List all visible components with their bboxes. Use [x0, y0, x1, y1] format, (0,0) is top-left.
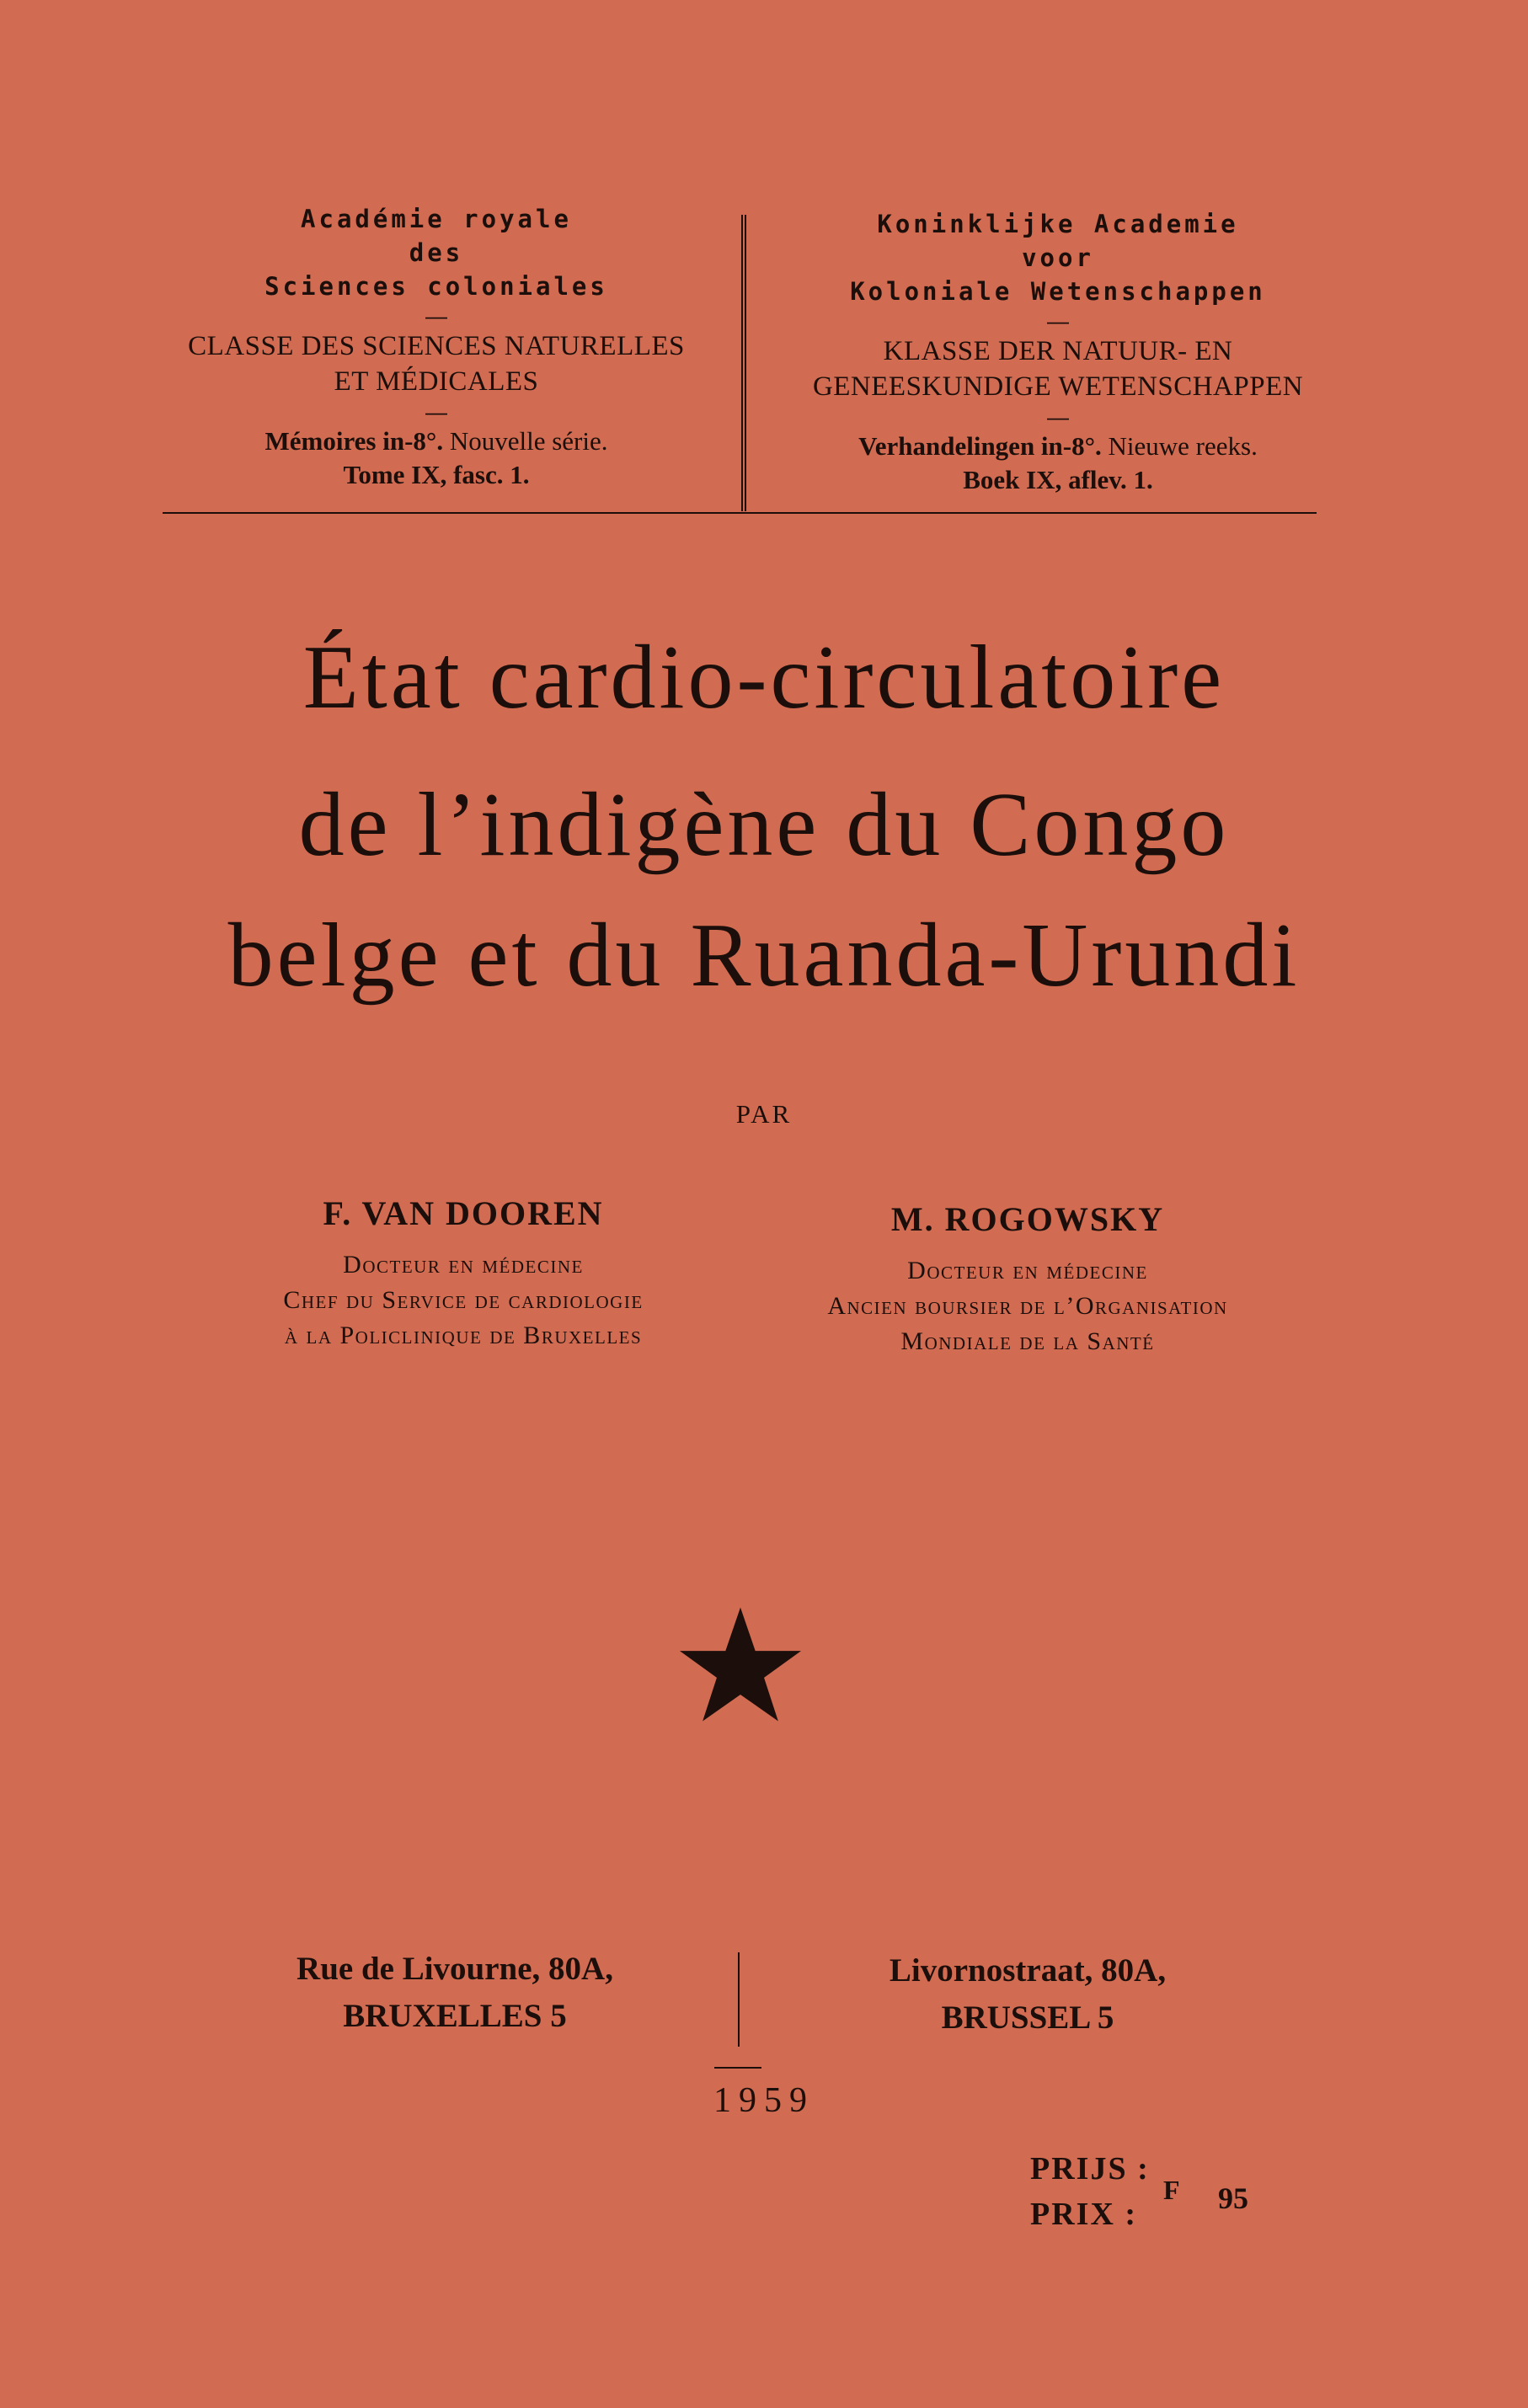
- tome-nl: Boek IX, aflev. 1.: [963, 465, 1153, 494]
- author-2-credential-3: Mondiale de la Santé: [900, 1327, 1155, 1355]
- memoires-series-fr: [150, 424, 723, 458]
- publication-year: 1959: [713, 2081, 815, 2120]
- header-rule: [163, 512, 1317, 514]
- academy-name-nl-line1: Koninklijke Academie: [877, 210, 1239, 238]
- academy-name-fr-line2: des: [409, 238, 464, 267]
- class-name-nl-line1: KLASSE DER NATUUR- EN: [883, 336, 1233, 366]
- academy-name-fr-line3: Sciences coloniales: [264, 272, 608, 301]
- by-label: PAR: [735, 1099, 793, 1129]
- address-nl-street: Livornostraat, 80A,: [889, 1952, 1167, 1989]
- header-divider: [741, 215, 746, 511]
- address-fr-city: BRUXELLES 5: [343, 1998, 567, 2034]
- header-right-block: [763, 207, 1353, 497]
- address-fr-street: Rue de Livourne, 80A,: [297, 1951, 613, 1987]
- title-line-1: État cardio-circulatoire: [302, 627, 1226, 728]
- author-2-name: M. ROGOWSKY: [890, 1200, 1165, 1238]
- author-2: [724, 1196, 1331, 1359]
- star-icon: [677, 1604, 804, 1727]
- header-left-dash2: —: [425, 399, 447, 424]
- header-left-dash1: —: [425, 303, 447, 328]
- class-name-fr-line1: CLASSE DES SCIENCES NATURELLES: [188, 331, 685, 361]
- price-label-fr: PRIX :: [1030, 2197, 1138, 2232]
- author-1: [168, 1190, 758, 1353]
- author-2-credential-2: Ancien boursier de l’Organisation: [827, 1292, 1228, 1320]
- header-left-block: [150, 202, 723, 492]
- price-amount: 95: [1218, 2181, 1248, 2215]
- memoires-series-fr-rest: Nouvelle série.: [449, 426, 608, 456]
- author-1-credential-1: Docteur en médecine: [343, 1251, 584, 1279]
- price-currency: F: [1163, 2175, 1180, 2205]
- year-rule: [714, 2067, 761, 2069]
- address-nl-city: BRUSSEL 5: [941, 2000, 1114, 2036]
- header-right-dash2: —: [1047, 404, 1069, 430]
- address-fr: [194, 1946, 716, 2040]
- author-1-name: F. VAN DOOREN: [323, 1194, 604, 1232]
- price-label-nl: PRIJS :: [1030, 2151, 1150, 2186]
- memoires-series-nl-bold: Verhandelingen in-8°.: [858, 431, 1102, 461]
- memoires-series-fr-bold: Mémoires in-8°.: [264, 426, 444, 456]
- address-divider: [738, 1952, 740, 2047]
- academy-name-fr-line1: Académie royale: [301, 205, 572, 233]
- author-1-credential-3: à la Policlinique de Bruxelles: [284, 1321, 643, 1349]
- author-2-credential-1: Docteur en médecine: [907, 1257, 1148, 1284]
- memoires-series-nl: [763, 430, 1353, 463]
- title-line-3: belge et du Ruanda-Urundi: [227, 905, 1301, 1006]
- academy-name-nl-line2: voor: [1022, 243, 1094, 272]
- memoires-series-nl-rest: Nieuwe reeks.: [1108, 431, 1258, 461]
- title-line-2: de l’indigène du Congo: [298, 775, 1230, 875]
- class-name-fr-line2: ET MÉDICALES: [334, 366, 539, 397]
- tome-fr: Tome IX, fasc. 1.: [343, 460, 530, 489]
- academy-name-nl-line3: Koloniale Wetenschappen: [850, 277, 1266, 306]
- class-name-nl-line2: GENEESKUNDIGE WETENSCHAPPEN: [812, 371, 1304, 402]
- header-right-dash1: —: [1047, 308, 1069, 334]
- author-1-credential-2: Chef du Service de cardiologie: [283, 1286, 644, 1314]
- address-nl: [767, 1947, 1289, 2042]
